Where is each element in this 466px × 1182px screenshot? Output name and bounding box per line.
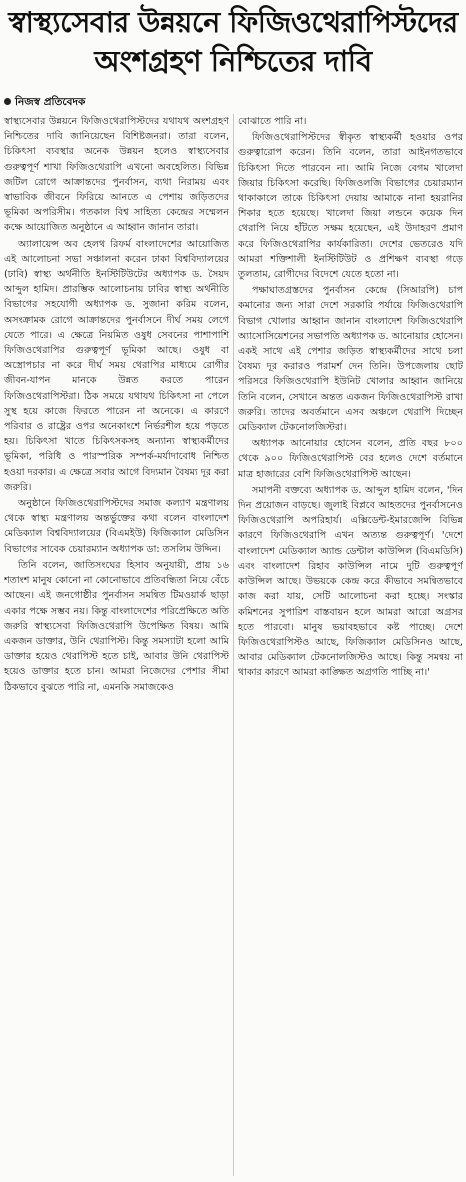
byline [4, 95, 85, 109]
headline [6, 4, 460, 80]
paragraph: অ্যালায়েন্স অব হেলথ রিফর্ম বাংলাদেশের আয়োজিত এই আলোচনা সভা সঞ্চালনা করেন ঢাকা বিশ্ববিদ্যালয়ের (ঢাবি) স্বাস্থ্য অর্থনীতি ইনস্টিটিউটের অধ্যাপক ড. সৈয়দ আব্দুল হামিদ। প্রারম্ভিক আলোচনায় ঢাবির স্বাস্থ্য অর্থনীতি বিভাগের সহযোগী অধ্যাপক ড. সুজানা করিম বলেন, অসংক্রামক রোগে আক্রান্তদের পুনর্বাসনে দীর্ঘ সময় লেগে যেতে পারে। এ ক্ষেত্রে নিয়মিত ওষুধ সেবনের পাশাপাশি ফিজিওথেরাপির গুরুত্বপূর্ণ ভূমিকা আছে। ওষুধ বা অস্ত্রোপচার না করে দীর্ঘ সময় থেরাপির মাধ্যমে রোগীর জীবন-যাপন মানকে উন্নত করতে পারেন ফিজিওথেরাপিস্টরা। ঠিক সময়ে যথাযথ চিকিৎসা না পেলে সুস্থ হয়ে কাজে ফিরতে পারেন না অনেকে। এ কারণে পরিবার ও রাষ্ট্রের ওপর অনেকাংশে নির্ভরশীল হয়ে পড়তে হয়। চিকিৎসা খাতে চিকিৎসকসহ অন্যান্য স্বাস্থ্যকর্মীদের ভূমিকা, পরিধি ও পারস্পরিক সম্পর্ক-মর্যাদাবোধ নিশ্চিত হওয়া দরকার। এ ক্ষেত্রে সবার আগে বিদ্যমান বৈষম্য দূর করা জরুরি। [4, 238, 229, 493]
paragraph: অধ্যাপক আনোয়ার হোসেন বলেন, প্রতি বছর ৮০০ থেকে ৯০০ ফিজিওথেরাপিস্ট বের হলেও দেশে বর্তমানে মাত্র হাজারের বেশি ফিজিওথেরাপিস্ট আছেন। [238, 438, 463, 480]
paragraph: তিনি বলেন, জাতিসংঘের হিসাব অনুযায়ী, প্রায় ১৬ শতাংশ মানুষ কোনো না কোনোভাবে প্রতিবন্ধিতা নিয়ে বেঁচে আছেন। এই জনগোষ্ঠীর পুনর্বাসন সমন্বিত টিমওয়ার্ক ছাড়া একার পক্ষে সম্ভব নয়। কিন্তু বাংলাদেশের পরিপ্রেক্ষিতে অতি জরুরি স্বাস্থ্যসেবা ফিজিওথেরাপি উপেক্ষিত বিষয়। আমি একজন ডাক্তার, উনি থেরাপিস্ট। কিন্তু সমস্যাটা হলো আমি ডাক্তার হয়েও থেরাপিস্ট হতে চাই, আবার উনি থেরাপিস্ট হয়েও ডাক্তার হতে চান। আমরা নিজেদের পেশার সীমা ঠিকভাবে বুঝতে পারি না, এমনকি সমাজকেও [4, 559, 229, 693]
byline-text: নিজস্ব প্রতিবেদক [15, 96, 86, 108]
paragraph: স্বাস্থ্যসেবার উন্নয়নে ফিজিওথেরাপিস্টদের যথাযথ অংশগ্রহণ নিশ্চিতের দাবি জানিয়েছেন বিশিষ্টজনরা। তারা বলেন, চিকিৎসা ব্যবস্থার অনেক উন্নয়ন হলেও স্বাস্থ্যসেবার গুরুত্বপূর্ণ শাখা ফিজিওথেরাপি এখনো অবহেলিত। বিভিন্ন জটিল রোগে আক্রান্তদের পুনর্বাসন, ব্যথা নিরাময় এবং স্বাভাবিক জীবনে ফিরিয়ে আনতে এ পেশায় জড়িতদের ভূমিকা অপরিসীম। গতকাল বিশ্ব সাহিত্য কেন্দ্রের সম্মেলন কক্ষে আয়োজিত অনুষ্ঠানে এ আহ্বান জানান তারা। [4, 116, 229, 234]
paragraph: ফিজিওথেরাপিস্টদের স্বীকৃত স্বাস্থ্যকর্মী হওয়ার ওপর গুরুত্বারোপ করেন। তিনি বলেন, তারা আইনগতভাবে চিকিৎসা দিতে পারবেন না। আমি নিজে বেগম খালেদা জিয়ার চিকিৎসা করেছি। ফিজিওলজি বিভাগের চেয়ারম্যান থাকাকালে তাকে চিকিৎসা দেয়ায় আমাকে নানা হয়রানির শিকার হতে হয়েছে। খালেদা জিয়া লন্ডনে কয়েক দিন থেরাপি নিয়ে হাঁটতে সক্ষম হয়েছেন, এই উদাহরণ প্রমাণ করে ফিজিওথেরাপির কার্যকারিতা। দেশের ভেতরেও যদি আমরা শক্তিশালী ইনস্টিটিউট ও প্রশিক্ষণ ব্যবস্থা গড়ে তুলতাম, রোগীদের বিদেশে যেতে হতো না। [238, 132, 463, 281]
bullet-icon [4, 98, 11, 105]
paragraph: বোঝাতে পারি না। [238, 116, 307, 127]
paragraph: অনুষ্ঠানে ফিজিওথেরাপিস্টদের সমাজ কল্যাণ মন্ত্রণালয় থেকে স্বাস্থ্য মন্ত্রণালয় অন্তর্ভুক্তের কথা বলেন বাংলাদেশ মেডিক্যাল বিশ্ববিদ্যালয়ের (বিএমইউ) ফিজিক্যাল মেডিসিন বিভাগের সাবেক চেয়ারম্যান অধ্যাপক ডা: তসলিম উদ্দিন। [4, 498, 229, 555]
headline-line-2: অংশগ্রহণ নিশ্চিতের দাবি [94, 44, 372, 78]
column-divider [233, 114, 234, 1176]
article-column-left [4, 114, 229, 1176]
article-column-right [238, 114, 463, 1176]
headline-line-1: স্বাস্থ্যসেবার উন্নয়নে ফিজিওথেরাপিস্টদের [8, 6, 458, 39]
paragraph: সমাপনী বক্তব্যে অধ্যাপক ড. আব্দুল হামিদ বলেন, 'দিন দিন প্রয়োজন বাড়ছে। জুলাই বিপ্লবে আহতদের পুনর্বাসনেও ফিজিওথেরাপি অপরিহার্য। এক্সিডেন্ট-ইমারজেন্সি বিভিন্ন কারণে ফিজিওথেরাপি এখন অত্যন্ত গুরুত্বপূর্ণ। 'দেশে বাংলাদেশ মেডিক্যাল অ্যান্ড ডেন্টাল কাউন্সিল (বিএমডিসি) এবং বাংলাদেশ রিহাব কাউন্সিল নামে দুটি গুরুত্বপূর্ণ কাউন্সিল আছে। উভয়কে কেন্দ্র করে কীভাবে সমন্বিতভাবে কাজ করা যায়, সেটি আলোচনা করা হচ্ছে। সংস্কার কমিশনের সুপারিশ বাস্তবায়ন হলে আমরা আরো অগ্রসর হতে পারবো। মানুষ ভয়াবহভাবে কষ্ট পাচ্ছে। দেশে ফিজিওথেরাপিস্টও আছে, ফিজিক্যাল মেডিসিনও আছে, আবার মেডিক্যাল টেকনোলজিস্টও আছে। কিন্তু সমন্বয় না থাকার কারণে আমরা কাঙ্ক্ষিত অগ্রগতি পাচ্ছি না।' [238, 484, 463, 679]
paragraph: পক্ষাঘাতগ্রস্তদের পুনর্বাসন কেন্দ্রে (সিআরপি) চাপ কমানোর জন্য সারা দেশে সরকারি পর্যায়ে ফিজিওথেরাপি বিভাগ খোলার আহ্বান জানান বাংলাদেশ ফিজিওথেরাপি অ্যাসোসিয়েশনের সভাপতি অধ্যাপক ড. আনোয়ার হোসেন। একই সাথে এই পেশার জড়িত স্বাস্থ্যকর্মীদের সাথে চলা বৈষম্য দূর করারও পরামর্শ দেন তিনি। উপজেলায় ছোট পরিসরে ফিজিওথেরাপি ইউনিট খোলার আহ্বান জানিয়ে তিনি বলেন, সেখানে অন্তত একজন ফিজিওথেরাপিস্ট রাখা জরুরি। তাদের অবর্তমানে এসব অঞ্চলে থেরাপি দিচ্ছেন মেডিক্যাল টেকনোলজিস্টরা। [238, 285, 463, 434]
